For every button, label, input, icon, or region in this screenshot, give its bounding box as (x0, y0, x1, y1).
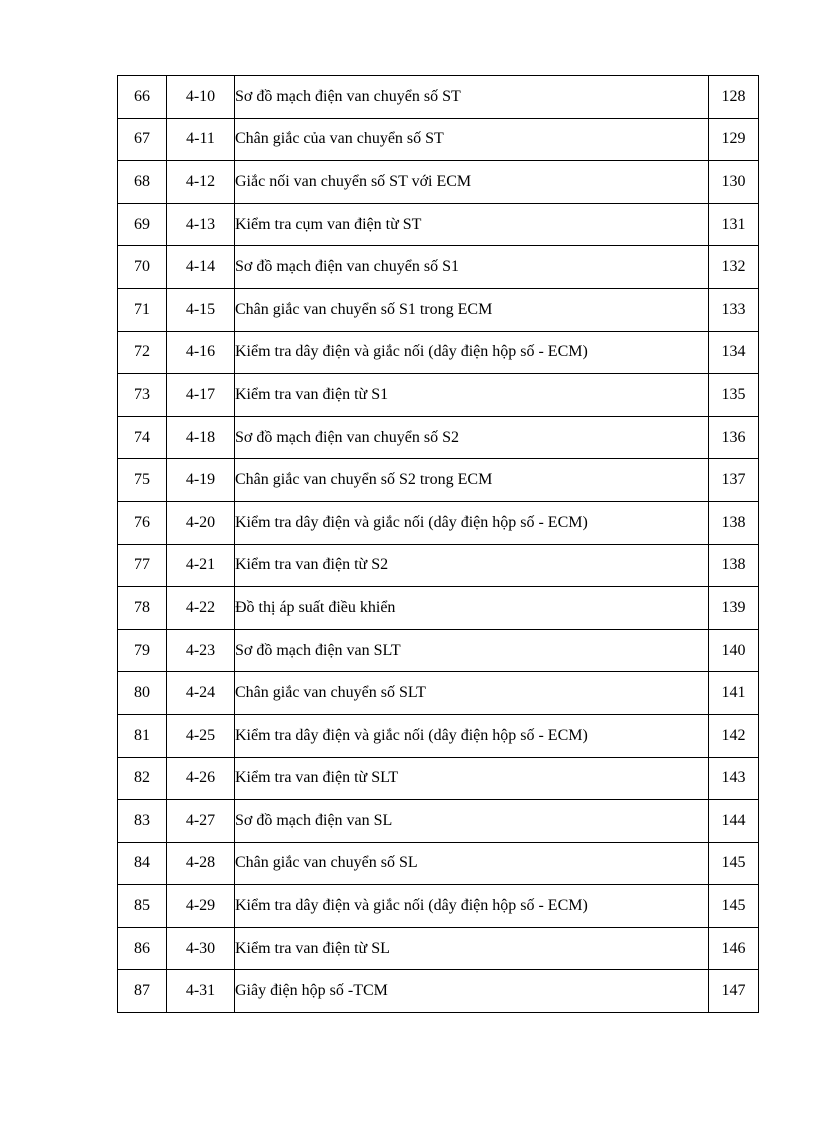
figure-number-cell: 4-13 (167, 203, 235, 246)
figure-title-cell: Sơ đồ mạch điện van SL (235, 800, 709, 843)
page-number-cell: 139 (709, 587, 759, 630)
row-number-cell: 80 (118, 672, 167, 715)
figure-number-cell: 4-28 (167, 842, 235, 885)
row-number-cell: 76 (118, 501, 167, 544)
figure-number-cell: 4-21 (167, 544, 235, 587)
table-row (118, 885, 759, 928)
page-number-cell: 145 (709, 885, 759, 928)
figure-number-cell: 4-11 (167, 118, 235, 161)
page-number-cell: 147 (709, 970, 759, 1013)
figure-number-cell: 4-15 (167, 288, 235, 331)
row-number-cell: 85 (118, 885, 167, 928)
figure-title-cell: Kiểm tra dây điện và giắc nối (dây điện hộp số - ECM) (235, 714, 709, 757)
table-row (118, 459, 759, 502)
figure-title-cell: Đồ thị áp suất điều khiển (235, 587, 709, 630)
figure-number-cell: 4-27 (167, 800, 235, 843)
page-number-cell: 143 (709, 757, 759, 800)
figure-number-cell: 4-20 (167, 501, 235, 544)
table-row (118, 288, 759, 331)
figure-number-cell: 4-16 (167, 331, 235, 374)
page-number-cell: 131 (709, 203, 759, 246)
table-row (118, 544, 759, 587)
figure-number-cell: 4-19 (167, 459, 235, 502)
page-number-cell: 129 (709, 118, 759, 161)
figure-title-cell: Giây điện hộp số -TCM (235, 970, 709, 1013)
page-number-cell: 133 (709, 288, 759, 331)
page-number-cell: 142 (709, 714, 759, 757)
figure-title-cell: Sơ đồ mạch điện van chuyển số S2 (235, 416, 709, 459)
figure-number-cell: 4-26 (167, 757, 235, 800)
page-number-cell: 137 (709, 459, 759, 502)
figure-number-cell: 4-12 (167, 161, 235, 204)
page-number-cell: 132 (709, 246, 759, 289)
table-row (118, 416, 759, 459)
row-number-cell: 73 (118, 374, 167, 417)
figure-title-cell: Kiểm tra van điện từ SLT (235, 757, 709, 800)
table-row (118, 118, 759, 161)
row-number-cell: 66 (118, 76, 167, 119)
table-row (118, 842, 759, 885)
table-row (118, 970, 759, 1013)
row-number-cell: 69 (118, 203, 167, 246)
table-row (118, 246, 759, 289)
table-row (118, 714, 759, 757)
page-number-cell: 141 (709, 672, 759, 715)
table-row (118, 927, 759, 970)
figure-number-cell: 4-24 (167, 672, 235, 715)
figure-number-cell: 4-14 (167, 246, 235, 289)
row-number-cell: 83 (118, 800, 167, 843)
figure-number-cell: 4-29 (167, 885, 235, 928)
table-row (118, 161, 759, 204)
page-number-cell: 146 (709, 927, 759, 970)
table-row (118, 672, 759, 715)
figure-number-cell: 4-23 (167, 629, 235, 672)
figure-title-cell: Chân giắc van chuyển số S1 trong ECM (235, 288, 709, 331)
table-row (118, 331, 759, 374)
page-number-cell: 135 (709, 374, 759, 417)
row-number-cell: 77 (118, 544, 167, 587)
figure-number-cell: 4-17 (167, 374, 235, 417)
row-number-cell: 71 (118, 288, 167, 331)
table-row (118, 76, 759, 119)
row-number-cell: 78 (118, 587, 167, 630)
table-row (118, 374, 759, 417)
figure-title-cell: Sơ đồ mạch điện van chuyển số S1 (235, 246, 709, 289)
figure-title-cell: Chân giắc van chuyển số S2 trong ECM (235, 459, 709, 502)
row-number-cell: 70 (118, 246, 167, 289)
row-number-cell: 74 (118, 416, 167, 459)
table-row (118, 501, 759, 544)
page-number-cell: 145 (709, 842, 759, 885)
figure-title-cell: Kiểm tra van điện từ S1 (235, 374, 709, 417)
row-number-cell: 86 (118, 927, 167, 970)
row-number-cell: 67 (118, 118, 167, 161)
figure-index-table (117, 75, 759, 1013)
page-number-cell: 138 (709, 501, 759, 544)
table-row (118, 757, 759, 800)
page-number-cell: 130 (709, 161, 759, 204)
row-number-cell: 84 (118, 842, 167, 885)
page-number-cell: 134 (709, 331, 759, 374)
figure-title-cell: Sơ đồ mạch điện van chuyển số ST (235, 76, 709, 119)
figure-number-cell: 4-22 (167, 587, 235, 630)
figure-title-cell: Kiểm tra dây điện và giắc nối (dây điện hộp số - ECM) (235, 885, 709, 928)
page-number-cell: 128 (709, 76, 759, 119)
page-number-cell: 144 (709, 800, 759, 843)
figure-title-cell: Kiểm tra van điện từ S2 (235, 544, 709, 587)
page-number-cell: 136 (709, 416, 759, 459)
page-number-cell: 140 (709, 629, 759, 672)
row-number-cell: 79 (118, 629, 167, 672)
figure-title-cell: Kiểm tra cụm van điện từ ST (235, 203, 709, 246)
figure-number-cell: 4-30 (167, 927, 235, 970)
figure-title-cell: Chân giắc van chuyển số SL (235, 842, 709, 885)
figure-title-cell: Giắc nối van chuyển số ST với ECM (235, 161, 709, 204)
table-row (118, 203, 759, 246)
table-row (118, 800, 759, 843)
page-number-cell: 138 (709, 544, 759, 587)
figure-index-body (118, 76, 759, 1013)
figure-title-cell: Kiểm tra dây điện và giắc nối (dây điện hộp số - ECM) (235, 331, 709, 374)
figure-title-cell: Kiểm tra dây điện và giắc nối (dây điện hộp số - ECM) (235, 501, 709, 544)
row-number-cell: 75 (118, 459, 167, 502)
figure-title-cell: Chân giắc van chuyển số SLT (235, 672, 709, 715)
figure-number-cell: 4-31 (167, 970, 235, 1013)
figure-title-cell: Chân giắc của van chuyển số ST (235, 118, 709, 161)
table-row (118, 629, 759, 672)
row-number-cell: 87 (118, 970, 167, 1013)
figure-title-cell: Sơ đồ mạch điện van SLT (235, 629, 709, 672)
figure-number-cell: 4-18 (167, 416, 235, 459)
figure-title-cell: Kiểm tra van điện từ SL (235, 927, 709, 970)
table-row (118, 587, 759, 630)
row-number-cell: 72 (118, 331, 167, 374)
figure-number-cell: 4-25 (167, 714, 235, 757)
figure-number-cell: 4-10 (167, 76, 235, 119)
row-number-cell: 68 (118, 161, 167, 204)
row-number-cell: 82 (118, 757, 167, 800)
row-number-cell: 81 (118, 714, 167, 757)
